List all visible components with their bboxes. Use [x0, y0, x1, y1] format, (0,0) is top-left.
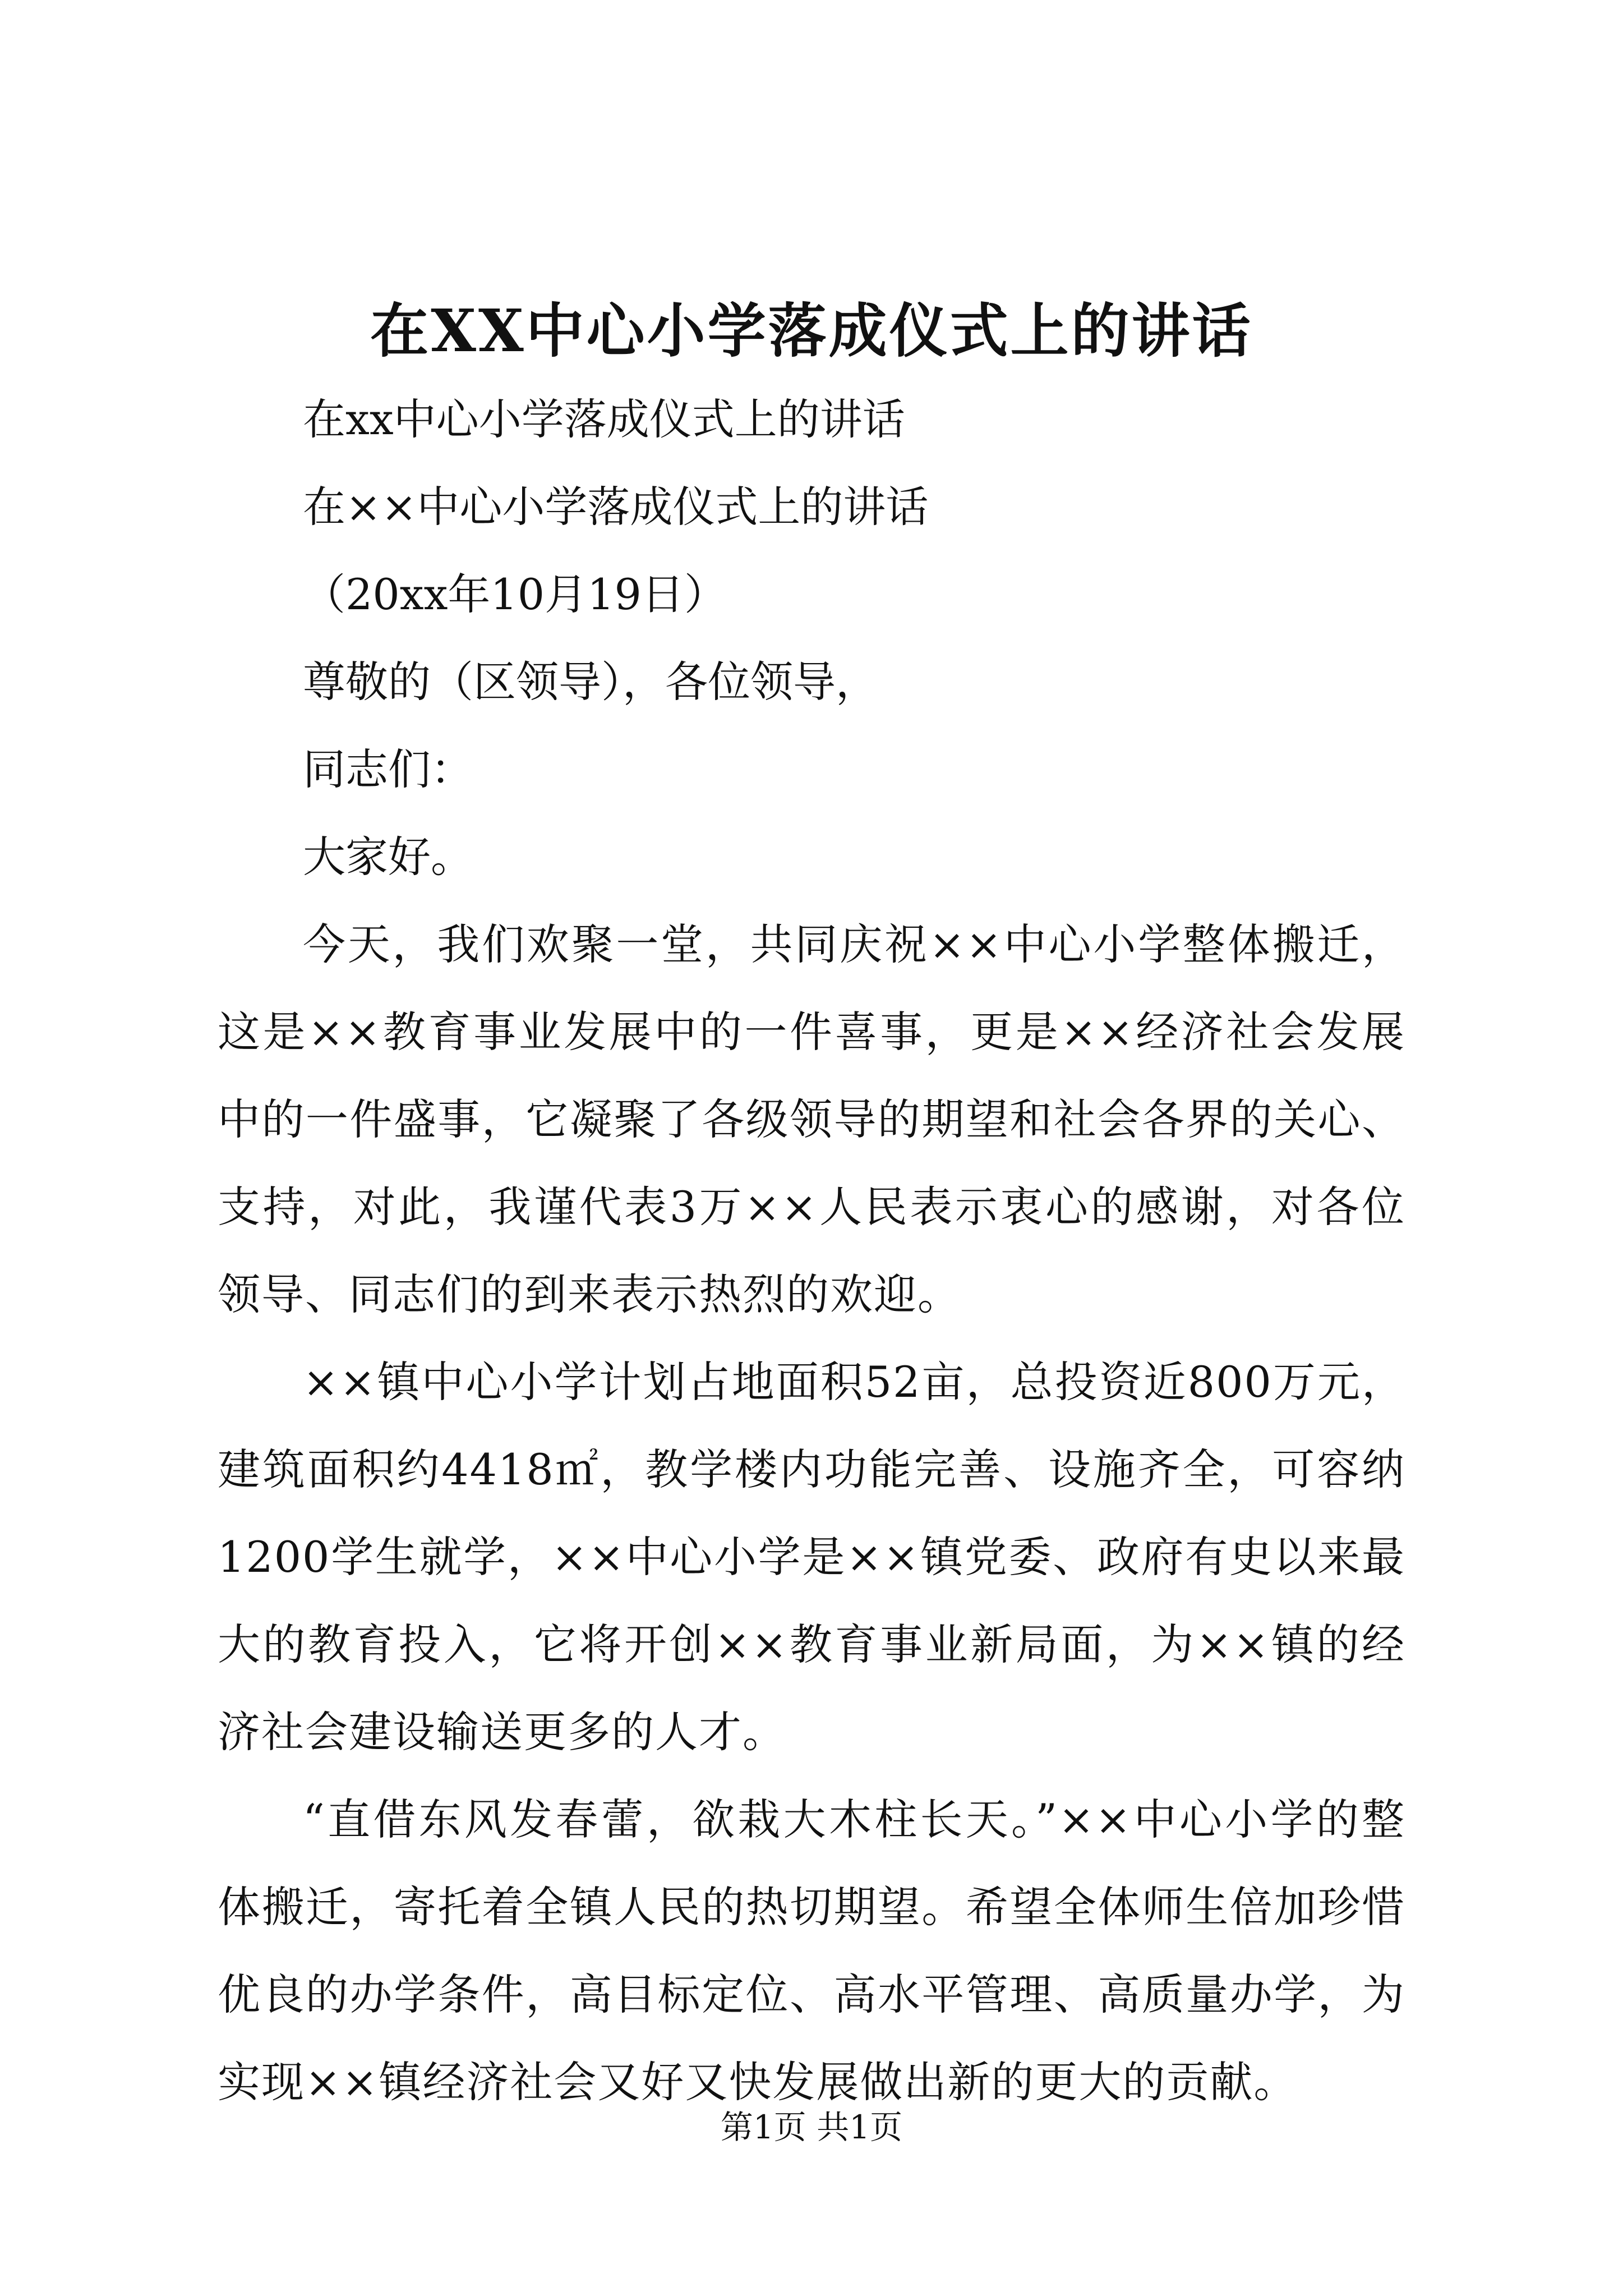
document-body [218, 376, 1405, 2126]
salutation-line: 尊敬的（区领导），各位领导， [303, 657, 878, 707]
body-paragraph-1: 今天，我们欢聚一堂，共同庆祝××中心小学整体搬迁，这是××教育事业发展中的一件喜事，更是××经济社会发展中的一件盛事，它凝聚了各级领导的期望和社会各界的关心、支持，对此，我谨代表3万××人民表示衷心的感谢，对各位领导、同志们的到来表示热烈的欢迎。 [218, 919, 1405, 1319]
salutation-comrades-line: 同志们： [303, 744, 473, 794]
speech-title-line: 在××中心小学落成仪式上的讲话 [303, 482, 929, 532]
body-paragraph-2: ××镇中心小学计划占地面积52亩，总投资近800万元，建筑面积约4418㎡，教学楼内功能完善、设施齐全，可容纳1200学生就学，××中心小学是××镇党委、政府有史以来最大的教育投入，它将开创××教育事业新局面，为××镇的经济社会建设输送更多的人才。 [218, 1357, 1405, 1757]
page-number-footer: 第1页 共1页 [720, 2108, 903, 2146]
page-title: 在XX中心小学落成仪式上的讲话 [370, 296, 1253, 365]
date-line: （20xx年10月19日） [303, 569, 727, 619]
body-paragraph-3: “直借东风发春蕾，欲栽大木柱长天。”××中心小学的整体搬迁，寄托着全镇人民的热切期望。希望全体师生倍加珍惜优良的办学条件，高目标定位、高水平管理、高质量办学，为实现××镇经济社会又好又快发展做出新的更大的贡献。 [218, 1795, 1405, 2107]
greeting-line: 大家好。 [303, 832, 473, 882]
subtitle-line: 在xx中心小学落成仪式上的讲话 [303, 394, 905, 444]
